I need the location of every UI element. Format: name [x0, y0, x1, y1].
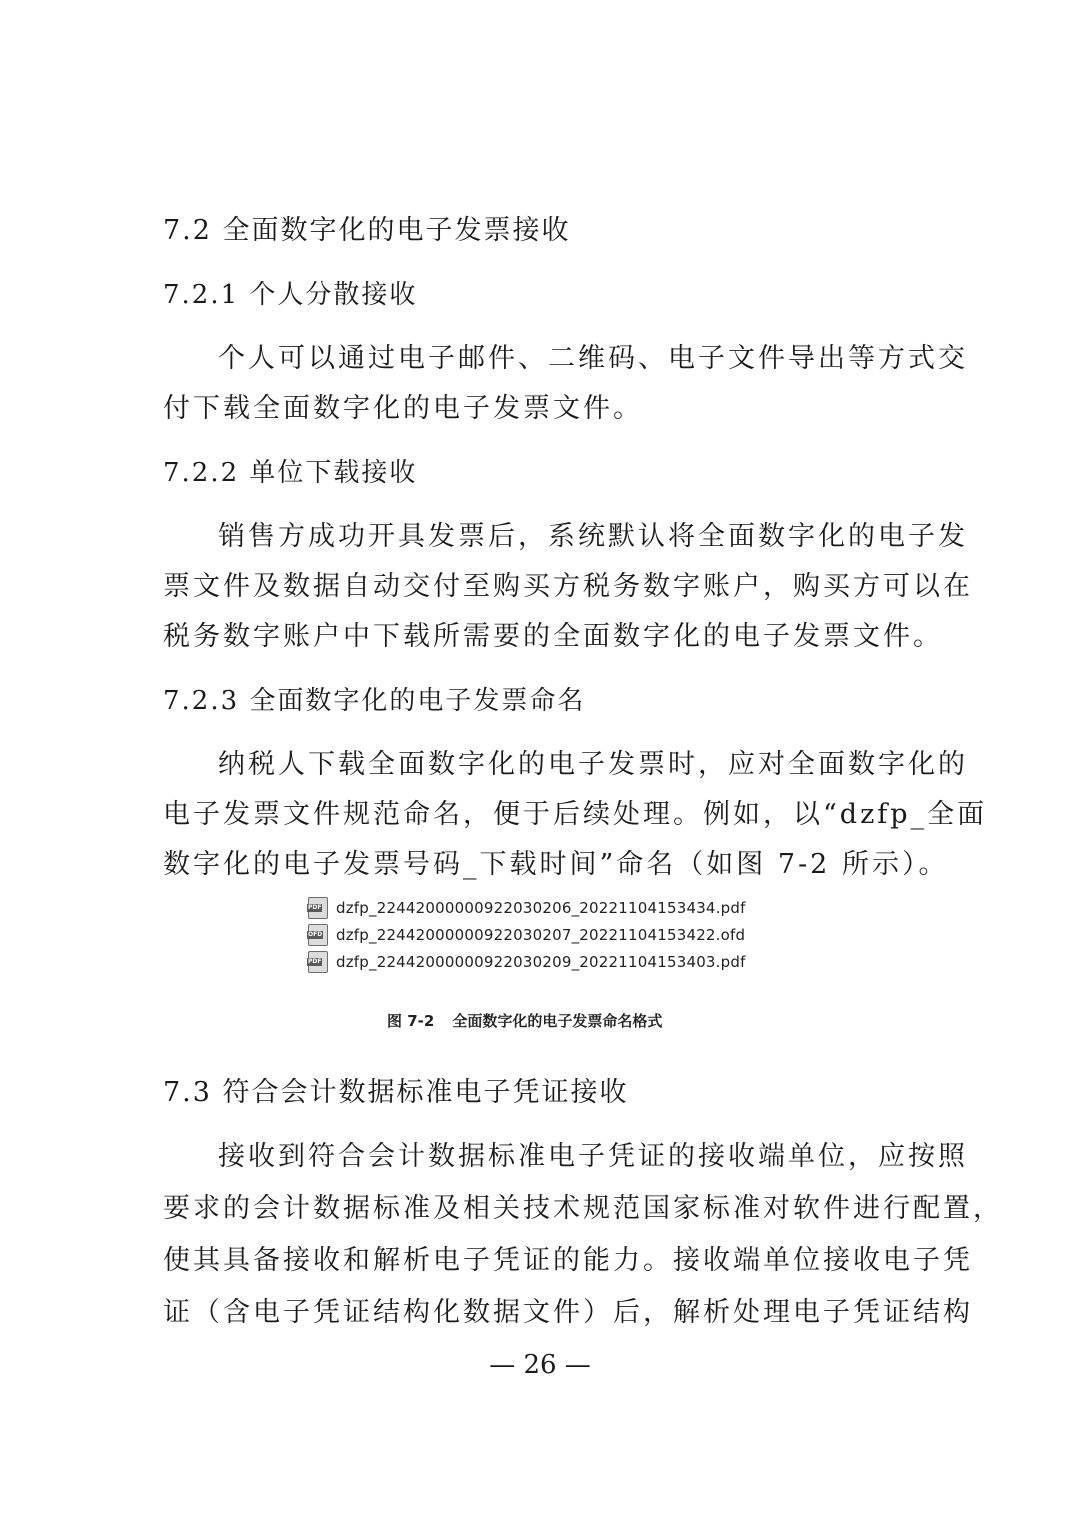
figure-caption	[387, 1010, 662, 1031]
paragraph-line: 税务数字账户中下载所需要的全面数字化的电子发票文件。	[163, 621, 943, 652]
page-number: — 26 —	[489, 1350, 591, 1380]
file-row	[308, 921, 746, 948]
heading-7-2-3: 7.2.3 全面数字化的电子发票命名	[163, 686, 586, 716]
heading-7-2-1: 7.2.1 个人分散接收	[163, 280, 418, 310]
heading-7-2-2: 7.2.2 单位下载接收	[163, 458, 418, 488]
heading-7-3: 7.3 符合会计数据标准电子凭证接收	[163, 1077, 629, 1108]
paragraph-line: 付下载全面数字化的电子发票文件。	[163, 393, 643, 424]
file-badge: PDF	[308, 903, 322, 911]
paragraph-line: 纳税人下载全面数字化的电子发票时，应对全面数字化的	[218, 749, 968, 780]
figure-caption-text: 全面数字化的电子发票命名格式	[452, 1012, 663, 1030]
paragraph-line: 接收到符合会计数据标准电子凭证的接收端单位，应按照	[218, 1141, 968, 1172]
pdf-file-icon	[308, 897, 328, 919]
file-row	[308, 948, 746, 975]
paragraph-line: 使其具备接收和解析电子凭证的能力。接收端单位接收电子凭	[163, 1245, 973, 1276]
paragraph-line: 个人可以通过电子邮件、二维码、电子文件导出等方式交	[218, 343, 968, 374]
file-name: dzfp_22442000000922030209_20221104153403.pdf	[336, 952, 746, 971]
paragraph-line: 电子发票文件规范命名，便于后续处理。例如，以“dzfp_全面	[163, 799, 988, 830]
paragraph-line: 证（含电子凭证结构化数据文件）后，解析处理电子凭证结构	[163, 1297, 973, 1328]
file-name: dzfp_22442000000922030206_20221104153434.pdf	[336, 898, 746, 917]
file-name: dzfp_22442000000922030207_20221104153422.ofd	[336, 925, 746, 944]
figure-number: 图 7-2	[387, 1012, 435, 1030]
paragraph-line: 销售方成功开具发票后，系统默认将全面数字化的电子发	[218, 521, 968, 552]
paragraph-line: 票文件及数据自动交付至购买方税务数字账户，购买方可以在	[163, 571, 973, 602]
paragraph-line: 数字化的电子发票号码_下载时间”命名（如图 7-2 所示）。	[163, 849, 949, 880]
file-name-figure	[308, 894, 746, 975]
file-badge: PDF	[308, 957, 322, 965]
paragraph-line: 要求的会计数据标准及相关技术规范国家标准对软件进行配置，	[163, 1193, 1003, 1224]
pdf-file-icon	[308, 951, 328, 973]
file-row	[308, 894, 746, 921]
heading-7-2: 7.2 全面数字化的电子发票接收	[163, 215, 571, 246]
file-badge: OFD	[308, 930, 323, 938]
ofd-file-icon	[308, 924, 328, 946]
